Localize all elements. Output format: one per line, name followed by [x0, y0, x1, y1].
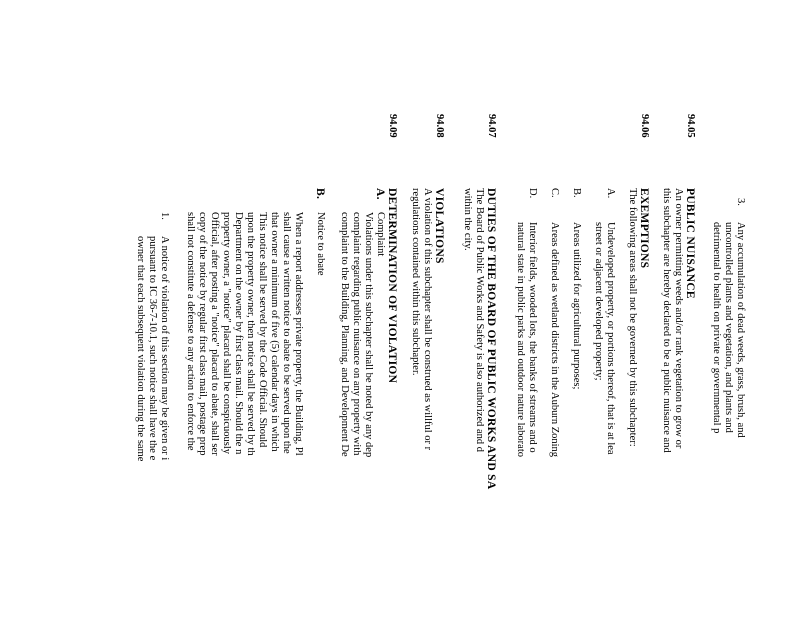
item-3-marker: 3. [735, 198, 746, 206]
section-title-violations: VIOLATIONS [433, 188, 445, 264]
sub-b-line: Official, after posting a "notice" placard to abate, shall ser [209, 212, 220, 456]
section-body-line: within the city. [462, 188, 473, 251]
exemption-d-line: natural state in public parks and outdoor nature laborato [515, 222, 526, 458]
sub-b-line: upon the property owner, then notice shall be served by th [245, 212, 256, 456]
sub-b-line: When a report addresses private property, the Building, Pl [293, 212, 304, 456]
section-body-line: The Board of Public Works and Safety is also authorized and d [474, 188, 485, 453]
section-title-determination: DETERMINATION OF VIOLATION [386, 188, 398, 384]
section-number-94-08: 94.08 [434, 114, 445, 138]
sub-a-marker: A. [374, 188, 386, 200]
section-number-94-09: 94.09 [387, 114, 398, 138]
sub-a-line: complaint to the Building, Planning, and Development De [339, 212, 350, 457]
section-number-94-07: 94.07 [486, 114, 497, 138]
sub-b-line: This notice shall be served by the Code Official. Should [257, 212, 268, 448]
item-1-line: A notice of violation of this section may be given or i [159, 236, 170, 461]
exemption-d-marker: D. [527, 188, 538, 199]
section-title-duties: DUTIES OF THE BOARD OF PUBLIC WORKS AND SA [485, 188, 497, 490]
sub-b-line: shall cause a written notice to abate to be served upon the [281, 212, 292, 454]
exemption-d-line: Interior fields, wooded lots, the banks of streams and o [527, 222, 538, 453]
sub-a-line: Violations under this subchapter shall be noted by any dep [363, 212, 374, 458]
sub-a-line: complaint regarding public nuisance on any property with [351, 212, 362, 456]
sub-b-line: Department on the owner by first class mail. Should the n [233, 212, 244, 455]
sub-b-marker: B. [314, 188, 326, 200]
section-body-line: A violation of this subchapter shall be construed as willful or r [422, 188, 433, 451]
exemption-a-line: Undeveloped property, or portions thereof, that is at lea [605, 222, 616, 455]
item-3-line: uncontrolled plants and vegetation, and plants and [723, 222, 734, 433]
section-body-line: An owner permitting weeds and/or rank vegetation to grow or [673, 188, 684, 449]
exemption-c-marker: C. [549, 188, 560, 198]
section-number-94-06: 94.06 [639, 114, 650, 138]
item-1-marker: 1. [159, 212, 170, 220]
sub-a-heading: Complaint [375, 212, 386, 257]
section-body-line: this subchapter are hereby declared to be a public nuisance and [661, 188, 672, 453]
section-intro: The following areas shall not be governed by this subchapter: [627, 188, 638, 447]
exemption-b-marker: B. [571, 188, 582, 198]
sub-b-line: copy of the notice by regular first class mail, postage prep [197, 212, 208, 456]
sub-b-line: shall not constitute a defense to any action to enforce the [185, 212, 196, 451]
exemption-a-line: street or adjacent developed property; [593, 222, 604, 381]
exemption-b-line: Areas utilized for agricultural purposes; [571, 222, 582, 390]
sub-b-line: property owner, a "notice" placard shall be conspicuously [221, 212, 232, 454]
item-1-line: owner that each subsequent violation during the same [135, 236, 146, 462]
sub-b-line: that owner a minimum of five (5) calendar days in which [269, 212, 280, 452]
item-3-line: detrimental to health on private or governmental p [711, 222, 722, 434]
section-title-public-nuisance: PUBLIC NUISANCE [684, 188, 696, 299]
section-number-94-05: 94.05 [685, 114, 696, 138]
section-title-exemptions: EXEMPTIONS [638, 188, 650, 269]
item-1-line: pursuant to IC 36-7-10.1, such notice shall have the e [147, 236, 158, 461]
exemption-c-line: Areas defined as wetland districts in the Auburn Zoning [549, 222, 560, 458]
exemption-a-marker: A. [605, 188, 616, 199]
section-body-line: regulations contained within this subchapter. [410, 188, 421, 376]
sub-b-heading: Notice to abate [315, 212, 326, 276]
item-3-line: Any accumulation of dead weeds, grass, brush, and [735, 222, 746, 438]
